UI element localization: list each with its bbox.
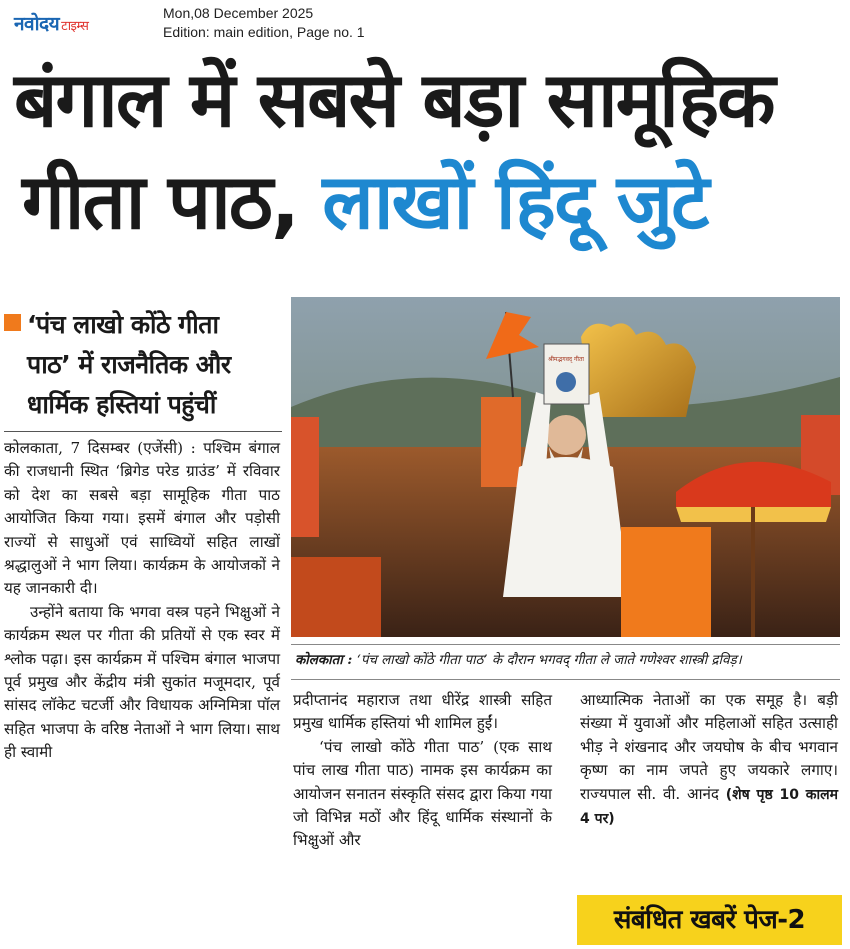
crowd-front-left	[291, 557, 381, 637]
edition-page: Edition: main edition, Page no. 1	[163, 24, 365, 40]
caption-text: ‘पंच लाखो कोंठे गीता पाठ’ के दौरान भगवद् गीता ले जाते गणेश्वर शास्त्री द्रविड़।	[356, 653, 742, 668]
headline-line-1: बंगाल में सबसे बड़ा सामूहिक	[14, 55, 774, 144]
gita-book-art	[556, 372, 576, 392]
photo-illustration	[291, 297, 840, 637]
photo-caption	[295, 650, 841, 671]
banner-mid	[481, 397, 521, 487]
saffron-robes	[621, 527, 711, 637]
subheadline-line-1: ‘पंच लाखो कोंठे गीता	[4, 305, 282, 345]
article-paragraph: ‘पंच लाखो कोंठे गीता पाठ’ (एक साथ पांच लाख गीता पाठ) नामक इस कार्यक्रम का आयोजन सनातन संस्कृति संसद द्वारा किया गया जो विभिन्न मठों और हिंदू धार्मिक संस्थानों के भिक्षुओं और	[293, 737, 552, 850]
main-headline	[8, 50, 844, 254]
article-column-1	[4, 437, 280, 765]
subheadline-line-3: धार्मिक हस्तियां पहुंचीं	[27, 390, 216, 419]
priest-head	[546, 415, 586, 455]
edition-date: Mon,08 December 2025	[163, 5, 314, 21]
article-column-3	[580, 689, 838, 831]
gita-book-text: श्रीमद्भगवद् गीता	[548, 356, 584, 363]
related-news-badge[interactable]: संबंधित खबरें पेज-2	[577, 895, 842, 945]
headline-line-2	[8, 150, 844, 254]
banner-left	[291, 417, 319, 537]
article-column-2	[293, 689, 552, 853]
bullet-square-icon	[4, 314, 21, 331]
article-paragraph: प्रदीप्तानंद महाराज तथा धीरेंद्र शास्त्री सहित प्रमुख धार्मिक हस्तियां भी शामिल हुईं।	[293, 691, 552, 733]
continued-on-page[interactable]: (शेष पृष्ठ 10 कालम 4 पर)	[580, 786, 839, 828]
subhead-divider	[4, 431, 282, 432]
article-paragraph: आध्यात्मिक नेताओं का एक समूह है। बड़ी संख्या में युवाओं और महिलाओं सहित उत्साही भीड़ ने शंखनाद और जयघोष के बीच भगवान कृष्ण का नाम जपते हुए जयकारे लगाए। राज्यपाल सी. वी. आनंद (शेष पृष्ठ 10 कालम 4 पर)	[580, 691, 839, 828]
article-paragraph: उन्होंने बताया कि भगवा वस्त्र पहने भिक्षुओं ने कार्यक्रम स्थल पर गीता की प्रतियों से एक स्वर में श्लोक पढ़ा। इस कार्यक्रम में पश्चिम बंगाल भाजपा पूर्व प्रमुख और केंद्रीय मंत्री सुकांत मजूमदार, पूर्व सांसद लॉकेट चटर्जी और विधायक अग्निमित्रा पॉल सहित भाजपा के वरिष्ठ नेताओं ने भाग लिया। साथ ही स्वामी	[4, 602, 280, 762]
masthead	[0, 0, 850, 48]
news-photo[interactable]	[291, 297, 840, 637]
newspaper-logo[interactable]	[14, 10, 88, 36]
logo-subtext: टाइम्स	[61, 19, 89, 34]
logo-text: नवोदय	[14, 13, 60, 35]
priest-white-robe	[503, 457, 629, 597]
headline-line-2-blue: लाखों हिंदू जुटे	[322, 157, 708, 246]
subheadline-line-2: पाठ’ में राजनैतिक और	[27, 350, 231, 379]
caption-divider	[291, 679, 840, 680]
sub-headline	[4, 305, 282, 425]
edition-info	[163, 4, 365, 42]
caption-location: कोलकाता :	[295, 652, 353, 668]
photo-divider	[291, 644, 840, 645]
headline-line-2-dark: गीता पाठ,	[22, 157, 298, 246]
article-paragraph: कोलकाता, 7 दिसम्बर (एजेंसी) : पश्चिम बंगाल की राजधानी स्थित ‘ब्रिगेड परेड ग्राउंड’ में रविवार को देश का सबसे बड़ा सामूहिक गीता पाठ आयोजित किया गया। इसमें बंगाल और पड़ोसी राज्यों से साधुओं एवं साध्वियों सहित लाखों श्रद्धालुओं ने भाग लिया। कार्यक्रम के आयोजकों ने यह जानकारी दी।	[4, 439, 280, 598]
